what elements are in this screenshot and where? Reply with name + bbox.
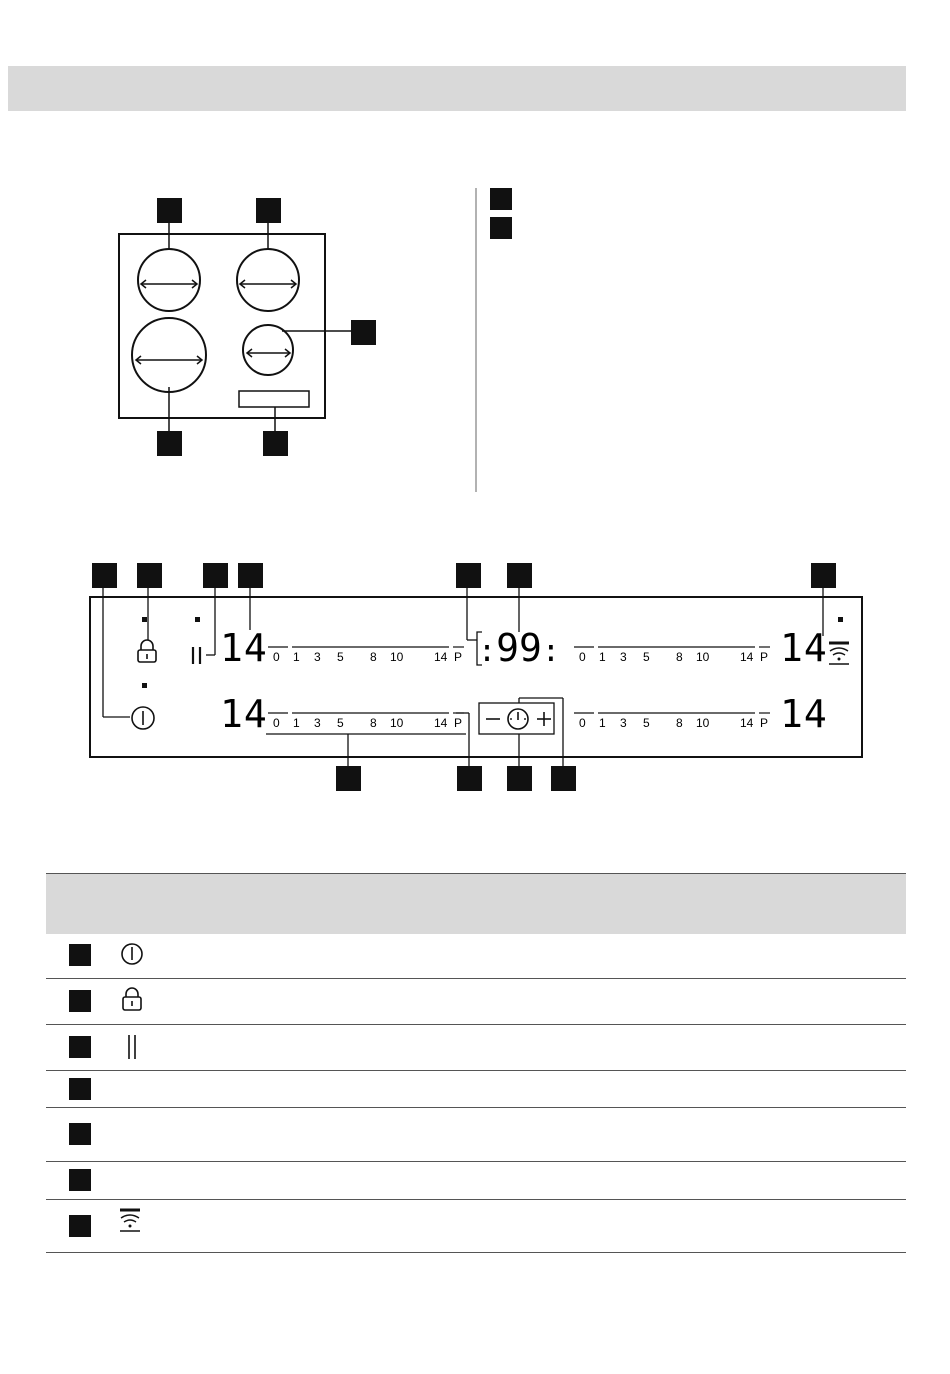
timer-colon-right: :	[541, 634, 560, 669]
table-row	[46, 1200, 906, 1253]
scale-label: 1	[293, 716, 300, 730]
timer-digits: 99	[496, 626, 542, 670]
scale-label: 0	[273, 650, 280, 664]
callout-marker	[507, 563, 532, 588]
timer-colon-left: :	[478, 634, 497, 669]
table-row	[46, 933, 906, 979]
pause-icon	[193, 647, 200, 664]
callout-marker	[336, 766, 361, 791]
scale-label: 8	[370, 716, 377, 730]
zone-display-top-left: 14	[220, 626, 268, 670]
scale-label: 1	[293, 650, 300, 664]
zone-display-bottom-left: 14	[220, 692, 268, 736]
table-row	[46, 1071, 906, 1108]
callout-marker	[811, 563, 836, 588]
scale-label: P	[454, 716, 463, 730]
scale-label: 3	[620, 650, 627, 664]
callout-marker	[551, 766, 576, 791]
hob-to-hood-icon	[829, 643, 849, 664]
hob-to-hood-icon	[118, 1208, 142, 1232]
zone-display-bottom-right: 14	[780, 692, 828, 736]
scale-label: 3	[314, 650, 321, 664]
scale-label: 14	[740, 716, 754, 730]
scale-label: 5	[337, 716, 344, 730]
callout-marker	[238, 563, 263, 588]
scale-label: 10	[390, 716, 404, 730]
pause-icon	[120, 1033, 144, 1057]
scale-label: 10	[390, 650, 404, 664]
row-number-marker	[69, 1123, 91, 1145]
lock-icon	[138, 640, 156, 662]
callout-marker	[92, 563, 117, 588]
scale-label: 10	[696, 716, 710, 730]
scale-label: P	[760, 716, 769, 730]
scale-label: 8	[676, 650, 683, 664]
table-row	[46, 1108, 906, 1162]
scale-label: P	[454, 650, 463, 664]
scale-label: 3	[620, 716, 627, 730]
scale-label: 1	[599, 716, 606, 730]
row-number-marker	[69, 944, 91, 966]
power-icon	[120, 942, 144, 966]
zone-display-top-right: 14	[780, 626, 828, 670]
scale-label: 5	[337, 650, 344, 664]
callout-marker	[456, 563, 481, 588]
scale-label: 0	[579, 716, 586, 730]
scale-label: 0	[579, 650, 586, 664]
timer-icon	[508, 709, 528, 729]
table-header	[46, 873, 906, 934]
callout-marker	[457, 766, 482, 791]
scale-label: P	[760, 650, 769, 664]
power-icon	[132, 707, 154, 729]
scale-label: 14	[434, 650, 448, 664]
table-row	[46, 1025, 906, 1071]
callout-marker	[137, 563, 162, 588]
scale-label: 1	[599, 650, 606, 664]
table-row	[46, 979, 906, 1025]
scale-label: 14	[740, 650, 754, 664]
scale-label: 8	[370, 650, 377, 664]
scale-label: 14	[434, 716, 448, 730]
scale-label: 8	[676, 716, 683, 730]
row-number-marker	[69, 1078, 91, 1100]
scale-label: 10	[696, 650, 710, 664]
row-number-marker	[69, 990, 91, 1012]
table-row	[46, 1162, 906, 1200]
scale-label: 5	[643, 650, 650, 664]
scale-label: 0	[273, 716, 280, 730]
scale-label: 5	[643, 716, 650, 730]
callout-marker	[507, 766, 532, 791]
control-panel-outline	[90, 597, 862, 757]
plus-icon	[537, 712, 551, 726]
lock-icon	[120, 988, 144, 1012]
row-number-marker	[69, 1169, 91, 1191]
row-number-marker	[69, 1215, 91, 1237]
callout-marker	[203, 563, 228, 588]
timer-display	[478, 628, 560, 672]
scale-label: 3	[314, 716, 321, 730]
row-number-marker	[69, 1036, 91, 1058]
